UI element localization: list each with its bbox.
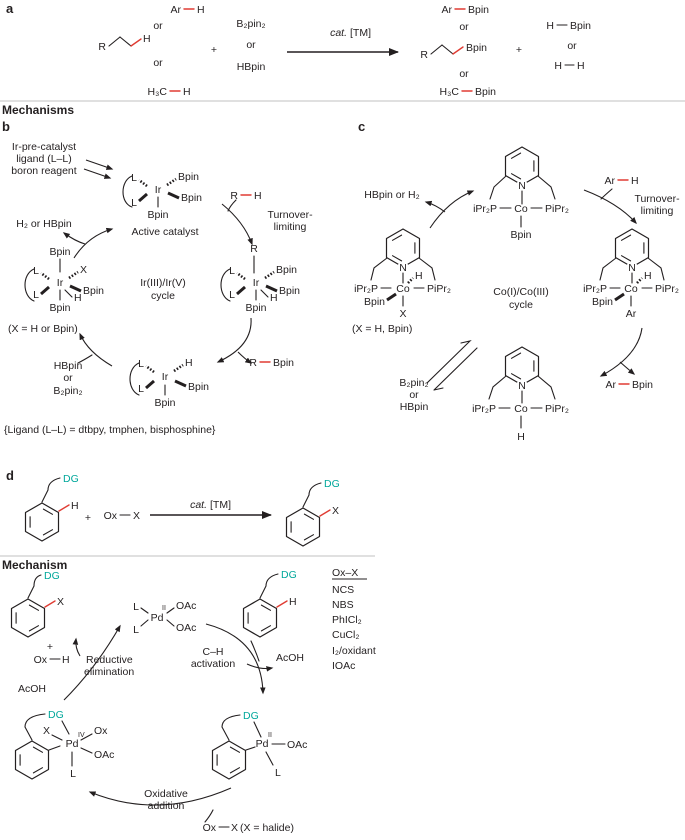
phosphine-arm: PiPr₂ [655,283,679,295]
co-hydride-pincer-complex-bottom [472,347,569,443]
product-methyl-bpin [440,86,497,98]
panel-c-co-cycle [352,119,680,443]
bpin-ligand: Bpin [245,302,267,314]
ir-x-complex [25,246,104,314]
co-boryl-pincer-complex-top [473,147,569,241]
mechanism-header: Mechanism [2,558,68,572]
r-label: R [249,357,257,369]
bpin-ligand: Bpin [591,296,613,308]
h3c-label: H₃C [439,86,459,98]
hbpin-or-h2-label: HBpin or H₂ [364,189,420,201]
l-ligand: L [138,358,144,370]
pd-oxidation-state-ii: II [162,605,166,612]
cat-label: cat. [190,499,207,511]
oxidant-item: NCS [332,584,355,596]
l-ligand: L [229,289,235,301]
h2-release-arrow [64,233,85,244]
oxidant-list-header: Ox–X [332,567,359,579]
product-release-arrow [76,639,80,656]
l-ligand: L [133,624,139,636]
oac-ligand: OAc [176,622,197,634]
x-ligand: X [80,264,88,276]
dg-label: DG [281,569,297,581]
oxidative-addition-line1: Oxidative [144,788,188,800]
h-label: H [71,500,79,512]
co-hydride-boryl-aryl-complex-right [583,229,679,320]
bpin-label: Bpin [475,86,497,98]
r-group: R [250,243,258,255]
ir-active-catalyst-complex [123,171,202,221]
bpin-ligand: Bpin [49,302,71,314]
substrate-arene-dg [26,473,79,541]
ox-label: Ox [202,822,216,834]
oxidant-item: CuCl₂ [332,629,360,641]
panel-d-label: d [6,468,14,483]
oxidant-item: I₂/oxidant [332,645,376,657]
product-ar-bpin [606,379,654,391]
plus-sign: + [46,641,54,653]
r-label: R [98,41,106,53]
ir-center: Ir [154,184,162,196]
ch-activation-line2: activation [190,658,236,670]
or-text: or [459,21,469,33]
l-ligand: L [275,767,281,779]
r-label: R [420,49,428,61]
phosphine-arm: PiPr₂ [545,203,569,215]
bpin-ligand: Bpin [181,192,203,204]
dg-label: DG [243,710,259,722]
l-ligand: L [133,601,139,613]
cycle-arrow-right-to-bottom [601,328,642,376]
pd-center: Pd [150,612,164,624]
ox-label: Ox [33,654,47,666]
substrate-arene-dg [244,569,297,637]
bpin-ligand: Bpin [178,171,200,183]
h3c-label: H₃C [147,86,167,98]
tm-catalyst-label: [TM] [350,27,371,39]
x-definition-note: (X = H, Bpin) [352,323,413,335]
bpin-label: Bpin [632,379,654,391]
oxidative-addition-line2: addition [147,800,185,812]
hbpin-label: HBpin [53,360,83,372]
released-product-arene-x [12,570,70,695]
acoh-label: AcOH [276,652,305,664]
phosphine-arm: iPr₂P [583,283,607,295]
byproduct-h2 [554,60,584,72]
aryl-ligand: Ar [625,308,637,320]
l-ligand: L [138,383,144,395]
product-ar-bpin [442,4,490,16]
product-alkyl-bpin [420,42,487,61]
r-label: R [230,190,238,202]
pd-oxidation-state-ii: II [268,732,272,739]
turnover-limiting-line1: Turnover- [267,209,313,221]
pyridine-n: N [518,380,526,392]
l-ligand: L [131,197,137,209]
plus-sign: + [210,44,218,56]
halide-definition-note: (X = halide) [240,822,294,834]
l-ligand: L [70,768,76,780]
x-label: X [57,596,65,608]
oac-ligand: OAc [94,749,115,761]
x-ligand: X [399,308,407,320]
dg-label: DG [63,473,79,485]
ir-cycle-name: Ir(III)/Ir(V) [140,277,186,289]
co-center: Co [624,283,638,295]
hydride-ligand: H [517,431,525,443]
bpin-ligand: Bpin [363,296,385,308]
h-label: H [554,60,562,72]
ar-label: Ar [170,4,181,16]
panel-d-reaction [6,468,340,546]
bpin-ligand: Bpin [83,285,105,297]
c-x-red-bond [45,601,55,607]
x-label: X [133,510,141,522]
hydride-ligand: H [185,357,193,369]
palladacycle-pd-iv-complex [16,709,115,780]
product-arene-x [287,478,340,546]
bpin-ligand: Bpin [276,264,298,276]
hbpin-label: HBpin [399,401,429,413]
or-text: or [567,40,577,52]
x-ligand: X [42,725,50,737]
precatalyst-arrow [84,169,110,178]
hydride-ligand: H [74,292,82,304]
l-ligand: L [33,289,39,301]
co-cycle-name: Co(I)/Co(III) [493,286,549,298]
oxidant-item: NBS [332,599,354,611]
h-label: H [143,33,151,45]
mechanisms-header: Mechanisms [2,103,75,117]
precatalyst-line1: Ir-pre-catalyst [11,141,77,153]
h-label: H [631,175,639,187]
oxidant-list [332,567,376,672]
h-label: H [197,4,205,16]
bpin-label: Bpin [468,4,490,16]
cycle-arrow-left-to-top [74,229,112,258]
hydride-ligand: H [270,292,278,304]
panel-d-pd-cycle [12,567,376,834]
b2pin2-label: B₂pin₂ [53,385,83,397]
phosphine-arm: PiPr₂ [427,283,451,295]
substrate-ar-h [171,4,205,16]
ox-label: Ox [103,510,117,522]
pyridine-n: N [399,262,407,274]
hbpin-label: HBpin [236,61,266,73]
ox-ligand: Ox [94,725,108,737]
cycle-arrow-left-to-top [430,191,473,228]
co-center: Co [396,283,410,295]
bpin-ligand: Bpin [188,381,210,393]
or-text: or [459,68,469,80]
bpin-label: Bpin [466,42,488,54]
dg-label: DG [44,570,60,582]
h-label: H [62,654,70,666]
ir-trisboryl-hydride-complex [130,357,209,409]
bpin-ligand: Bpin [147,209,169,221]
bpin-ligand: Bpin [510,229,532,241]
turnover-limiting-line2: limiting [640,205,674,217]
ar-label: Ar [605,379,616,391]
h-label: H [546,20,554,32]
phosphine-arm: iPr₂P [354,283,378,295]
ir-alkyl-complex [221,243,300,314]
bpin-label: Bpin [570,20,592,32]
oxidant-ox-x-halide [203,822,294,834]
phosphine-arm: PiPr₂ [545,403,569,415]
tm-catalyst-label: [TM] [210,499,231,511]
pd-center: Pd [255,738,269,750]
l-ligand: L [229,265,235,277]
hydride-ligand: H [644,270,652,282]
x-definition-note: (X = H or Bpin) [8,323,78,335]
acoh-label: AcOH [18,683,47,695]
equilibrium-harpoons [427,341,477,390]
ar-label: Ar [604,175,615,187]
active-catalyst-caption: Active catalyst [131,226,199,238]
c-h-red-bond [131,39,141,46]
panel-c-label: c [358,119,366,134]
x-label: X [231,822,239,834]
bpin-ligand: Bpin [279,285,301,297]
b2pin2-label: B₂pin₂ [236,18,266,30]
or-text: or [153,57,163,69]
bpin-ligand: Bpin [49,246,71,258]
oxidant-entry-curve [205,810,213,822]
c-bpin-red-bond [453,47,463,54]
precatalyst-line3: boron reagent [11,165,77,177]
cat-label: cat. [330,27,347,39]
or-text: or [409,389,419,401]
substrate-entry-curve [601,189,612,199]
cycle-word: cycle [509,299,533,311]
cycle-word: cycle [151,290,175,302]
substrate-ar-h [605,175,639,187]
hydride-ligand: H [415,270,423,282]
pd-oxidation-state-iv: IV [78,732,85,739]
c-h-red-bond [277,601,287,607]
cycle-arrow-top-to-right [584,190,636,223]
c-x-red-bond [320,510,330,516]
h2-release-arrow [426,202,445,212]
reagent-entry-curve [78,355,92,363]
panel-b-ir-cycle [2,119,313,436]
pyridine-n: N [628,262,636,274]
dg-label: DG [324,478,340,490]
turnover-limiting-line2: limiting [273,221,307,233]
h2-or-hbpin-label: H₂ or HBpin [16,218,72,230]
x-label: X [332,505,340,517]
h-label: H [254,190,262,202]
bpin-ligand: Bpin [154,397,176,409]
acoh-release-arrow [247,664,272,669]
h-label: H [183,86,191,98]
reductive-elimination-line1: Reductive [86,654,133,666]
panel-a-label: a [6,1,14,16]
ir-center: Ir [161,371,169,383]
pd-center: Pd [65,738,79,750]
cycle-arrow-top-to-right [222,204,252,244]
ir-center: Ir [56,277,64,289]
product-release-arrow [620,362,634,374]
dg-label: DG [48,709,64,721]
or-text: or [63,372,73,384]
substrate-methane [148,86,191,98]
co-center: Co [514,203,528,215]
pd-diacetate-complex [133,600,196,636]
turnover-limiting-line1: Turnover- [634,193,680,205]
oxidant-ox-x [104,510,140,522]
or-text: or [246,39,256,51]
phosphine-arm: iPr₂P [473,203,497,215]
ar-label: Ar [441,4,452,16]
oac-ligand: OAc [287,739,308,751]
phosphine-arm: iPr₂P [472,403,496,415]
cycle-arrow-bottom-to-left [80,334,112,366]
oac-ligand: OAc [176,600,197,612]
or-text: or [153,20,163,32]
plus-sign: + [515,44,523,56]
precatalyst-line2: ligand (L–L) [16,153,72,165]
h-label: H [577,60,585,72]
bpin-label: Bpin [273,357,295,369]
c-h-red-bond [59,505,69,511]
byproduct-h-bpin [546,20,591,32]
product-r-bpin [249,357,294,369]
l-ligand: L [131,172,137,184]
plus-sign: + [84,512,92,524]
co-hydride-boryl-x-complex-left [354,229,451,320]
oxidant-item: IOAc [332,660,356,672]
reductive-elimination-line2: elimination [84,666,135,678]
substrate-alkane-chain [98,33,150,53]
b2pin2-label: B₂pin₂ [399,377,429,389]
panel-a [6,1,591,98]
palladacycle-pd-ii-complex [213,710,308,779]
oxidant-item: PhICl₂ [332,614,362,626]
h-label: H [289,596,297,608]
panel-b-label: b [2,119,10,134]
co-center: Co [514,403,528,415]
precatalyst-arrow [86,160,112,169]
ir-center: Ir [252,277,260,289]
ligand-definition-note: {Ligand (L–L) = dtbpy, tmphen, bisphosphine} [4,424,216,436]
cycle-arrow-right-to-bottom [218,318,251,362]
l-ligand: L [33,265,39,277]
ch-activation-line1: C–H [202,646,224,658]
pyridine-n: N [518,180,526,192]
